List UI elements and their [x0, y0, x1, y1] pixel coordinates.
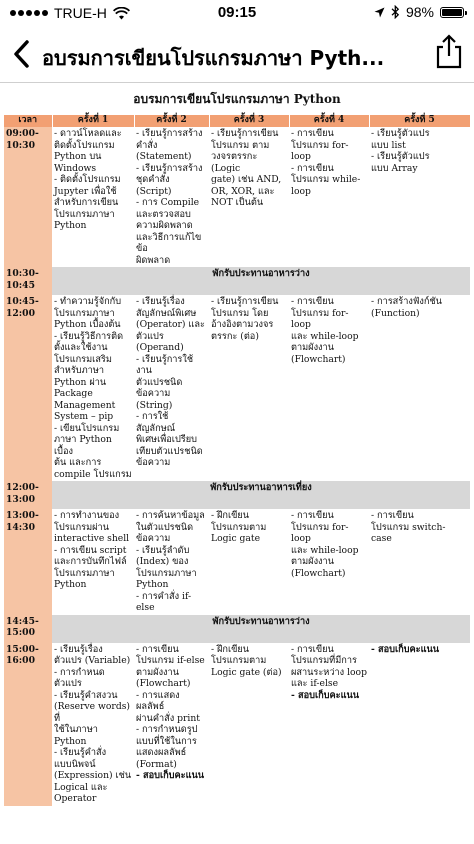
session-5-cell — [369, 295, 470, 481]
cell-text: (Reserve words) ที่ — [54, 701, 130, 724]
cell-text: - เรียนรู้ลำดับ — [136, 544, 190, 556]
time-text: 10:45 — [6, 279, 35, 291]
cell-text: - การเขียน — [291, 296, 334, 307]
break-row — [4, 481, 470, 509]
time-cell — [4, 295, 52, 481]
cell-text: - เรียนรู้วิธีการติด — [54, 330, 124, 342]
cell-text: ตัวแปรชนิด — [136, 376, 183, 388]
session-4-cell — [289, 127, 369, 267]
cell-text: โปรแกรมตาม — [211, 655, 267, 666]
session-4-cell — [289, 643, 369, 806]
cell-text: - ฝึกเขียน — [211, 643, 250, 655]
cell-text: - เขียนโปรแกรม — [54, 422, 120, 434]
cell-text: - เรียนรู้การสร้าง — [136, 128, 203, 139]
time-text: 16:00 — [6, 655, 35, 666]
cell-text: - การเขียน — [291, 643, 334, 655]
cell-text: โปรแกรม ตาม — [211, 139, 270, 151]
cell-text: แบบ Array — [371, 162, 418, 174]
table-row — [4, 295, 470, 481]
cell-text: และ while-loop — [291, 330, 359, 342]
cell-text: ข้อความ (String) — [136, 388, 173, 411]
time-cell — [4, 267, 52, 295]
cell-text: Operator — [54, 793, 97, 804]
time-text: 15:00- — [6, 643, 39, 655]
exam-note: - สอบเก็บคะแนน — [136, 770, 205, 781]
cell-text: แบบนิพจน์ — [54, 758, 96, 770]
cell-text: Python บน — [54, 151, 102, 162]
cell-text: - เรียนรู้การสร้าง — [136, 162, 203, 174]
cell-text: โปรแกรม if-else — [136, 655, 205, 666]
cell-text: compile โปรแกรม — [54, 468, 132, 480]
cell-text: ความผิดพลาด — [136, 220, 193, 231]
cell-text: - เรียนรู้การเขียน — [211, 128, 279, 139]
cell-text: - ดาวน์โหลดและ — [54, 128, 122, 139]
chevron-left-icon — [8, 38, 36, 70]
exam-note: - สอบเก็บคะแนน — [291, 689, 360, 701]
cell-text: และ if-else — [291, 678, 339, 689]
cell-text: คำสั่ง (Statement) — [136, 139, 192, 162]
header-session-2: ครั้งที่ 2 — [134, 115, 209, 127]
time-cell — [4, 127, 52, 267]
header-session-1: ครั้งที่ 1 — [52, 115, 134, 127]
cell-text: เทียบตัวแปรชนิด — [136, 445, 203, 457]
cell-text: ผิดพลาด — [136, 254, 171, 266]
schedule-body — [4, 127, 470, 806]
session-4-cell — [289, 295, 369, 481]
exam-note: - สอบเก็บคะแนน — [371, 643, 440, 655]
time-text: 14:45- — [6, 615, 39, 627]
cell-text: gate) เช่น AND, — [211, 174, 282, 185]
cell-text: - การเขียน — [291, 162, 334, 174]
cell-text: - การคำสั่ง if-else — [136, 590, 192, 613]
cell-text: สัญลักษณ์พิเศษ — [136, 307, 197, 319]
navigation-bar — [0, 30, 474, 83]
cell-text: ตามผังงาน — [136, 666, 179, 678]
cell-text: - การค้นหาข้อมูล — [136, 510, 205, 521]
cell-text: โปรแกรม โดย — [211, 307, 269, 319]
cell-text: - เรียนรู้คำสั่ง — [54, 747, 107, 758]
cell-text: OR, XOR, และ — [211, 185, 275, 197]
cell-text: โปรแกรม for-loop — [291, 521, 349, 544]
session-2-cell — [134, 127, 209, 267]
cell-text: - เรียนรู้คำสงวน — [54, 689, 118, 701]
cell-text: - การทำงานของ — [54, 510, 120, 521]
cell-text: อ้างอิงตามวงจร — [211, 319, 274, 330]
cell-text: ผสานระหว่าง loop — [291, 666, 367, 678]
time-text: 10:30- — [6, 268, 39, 279]
break-cell: พักรับประทานอาหารเที่ยง — [52, 481, 470, 509]
session-5-cell — [369, 509, 470, 615]
cell-text: โปรแกรม switch- — [371, 521, 446, 533]
cell-text: ผ่านคำสั่ง print — [136, 712, 200, 724]
session-2-cell — [134, 643, 209, 806]
cell-text: และตรวจสอบ — [136, 208, 191, 220]
cell-text: สำหรับภาษา — [54, 365, 105, 376]
session-1-cell — [52, 127, 134, 267]
document-title: อบรมการเขียนโปรแกรมภาษา Python — [133, 92, 341, 106]
status-bar — [0, 0, 474, 28]
cell-text: - เรียนรู้เรื่อง — [136, 296, 185, 307]
cell-text: - การใช้สัญลักษณ์ — [136, 411, 176, 434]
session-1-cell — [52, 509, 134, 615]
cell-text: ติดตั้งโปรแกรม — [54, 139, 115, 151]
cell-text: โปรแกรมตาม — [211, 521, 267, 533]
cell-text: - การกำหนดรูป — [136, 724, 198, 735]
cell-text: NOT เป็นต้น — [211, 197, 264, 208]
cell-text: interactive shell — [54, 533, 130, 544]
cell-text: ชุดคำสั่ง (Script) — [136, 174, 172, 197]
cell-text: โปรแกรมเสริม — [54, 353, 112, 365]
break-cell: พักรับประทานอาหารว่าง — [52, 615, 470, 643]
table-row — [4, 643, 470, 806]
cell-text: - การเขียน — [291, 510, 334, 521]
cell-text: Python เบื้องต้น — [54, 319, 121, 330]
cell-text: - เรียนรู้การเขียน — [211, 296, 279, 307]
cell-text: ข้อความ — [136, 533, 171, 544]
header-session-4: ครั้งที่ 4 — [289, 115, 369, 127]
cell-text: พิเศษเพื่อเปรียบ — [136, 434, 197, 445]
cell-text: โปรแกรมภาษา — [54, 307, 115, 319]
cell-text: - ฝึกเขียน — [211, 510, 250, 521]
session-3-cell — [209, 127, 289, 267]
cell-text: ในตัวแปรชนิด — [136, 521, 194, 533]
cell-text: - การแสดงผลลัพธ์ — [136, 689, 180, 712]
cell-text: (Index) ของ — [136, 556, 189, 567]
session-5-cell — [369, 643, 470, 806]
share-icon — [434, 34, 464, 70]
time-cell — [4, 481, 52, 509]
header-time: เวลา — [4, 115, 52, 127]
cell-text: โปรแกรมภาษา — [136, 567, 197, 579]
cell-text: Jupyter เพื่อใช้ — [54, 185, 117, 197]
cell-text: (Expression) เช่น — [54, 770, 132, 781]
header-session-3: ครั้งที่ 3 — [209, 115, 289, 127]
battery-icon — [440, 7, 464, 18]
cell-text: สำหรับการเขียน — [54, 197, 119, 208]
time-text: 15:00 — [6, 627, 35, 638]
cell-text: (Flowchart) — [291, 353, 346, 365]
cell-text: Management — [54, 399, 116, 411]
cell-text: Python — [54, 220, 87, 231]
time-text: 13:00- — [6, 510, 39, 521]
cell-text: (Format) — [136, 758, 177, 770]
session-1-cell — [52, 643, 134, 806]
schedule-table — [4, 115, 471, 806]
cell-text: - การเขียน script — [54, 544, 127, 556]
cell-text: - ทำความรู้จักกับ — [54, 296, 122, 307]
cell-text: case — [371, 533, 392, 544]
clock: 09:15 — [217, 4, 257, 21]
battery-percent: 98% — [405, 4, 434, 20]
cell-text: (Flowchart) — [291, 567, 346, 579]
cell-text: Logical และ — [54, 781, 108, 793]
cell-text: ตามผังงาน — [291, 342, 334, 353]
bluetooth-icon — [391, 5, 400, 19]
cell-text: - การเขียน — [291, 128, 334, 139]
back-button[interactable] — [8, 38, 36, 70]
cell-text: Logic gate — [211, 533, 261, 544]
table-row — [4, 127, 470, 267]
cell-text: loop — [291, 185, 311, 197]
cell-text: แบบ list — [371, 139, 406, 151]
cell-text: Package — [54, 388, 93, 399]
cell-text: โปรแกรมที่มีการ — [291, 655, 357, 666]
time-text: 12:00 — [6, 307, 35, 319]
cell-text: โปรแกรมภาษา — [54, 208, 115, 220]
cell-text: โปรแกรม for-loop — [291, 307, 349, 330]
cell-text: - เรียนรู้การใช้งาน — [136, 353, 194, 376]
cell-text: โปรแกรมผ่าน — [54, 521, 109, 533]
cell-text: ภาษา Python เบื้อง — [54, 434, 112, 457]
cell-text: โปรแกรม while- — [291, 174, 361, 185]
cell-text: ตัวแปร — [54, 678, 82, 689]
cell-text: - การ Compile — [136, 197, 200, 208]
time-text: 12:00- — [6, 482, 39, 493]
header-session-5: ครั้งที่ 5 — [369, 115, 470, 127]
break-row — [4, 615, 470, 643]
session-2-cell — [134, 295, 209, 481]
cell-text: และวิธีการแก้ไขข้อ — [136, 231, 202, 254]
cell-text: (Flowchart) — [136, 678, 191, 689]
cell-text: - การเขียน — [371, 510, 414, 521]
cell-text: และ while-loop — [291, 544, 359, 556]
cell-text: - เรียนรู้ตัวแปร — [371, 128, 430, 139]
cell-text: - การสร้างฟังก์ชัน — [371, 296, 442, 307]
cell-text: Python — [136, 579, 169, 590]
time-cell — [4, 643, 52, 806]
cell-text: โปรแกรมภาษา — [54, 567, 115, 579]
cell-text: Python ผ่าน — [54, 376, 107, 388]
time-text: 14:30 — [6, 521, 35, 533]
carrier-label: TRUE-H — [54, 5, 107, 21]
cell-text: วงจรตรรกะ (Logic — [211, 151, 258, 174]
cell-text: - ติดตั้งโปรแกรม — [54, 174, 121, 185]
cell-text: แสดงผลลัพธ์ — [136, 747, 187, 758]
cell-text: ตามผังงาน — [291, 556, 334, 567]
cell-text: ต้น และการ — [54, 457, 102, 468]
time-text: 13:00 — [6, 493, 35, 505]
cell-text: ตั้งและใช้งาน — [54, 342, 108, 353]
session-3-cell — [209, 509, 289, 615]
cell-text: (Operator) และ — [136, 319, 205, 330]
cell-text: โปรแกรม for-loop — [291, 139, 349, 162]
time-text: 10:45- — [6, 296, 39, 307]
cell-text: - เรียนรู้ตัวแปร — [371, 151, 430, 162]
cell-text: Logic gate (ต่อ) — [211, 666, 282, 678]
session-4-cell — [289, 509, 369, 615]
cell-text: ข้อความ — [136, 457, 171, 468]
cell-text: Python — [54, 735, 87, 747]
cell-text: - การเขียน — [136, 643, 179, 655]
cell-text: - การกำหนด — [54, 666, 105, 678]
session-3-cell — [209, 295, 289, 481]
time-text: 09:00- — [6, 128, 39, 139]
cell-text: ตัวแปร (Operand) — [136, 330, 184, 353]
location-icon — [374, 7, 385, 18]
cell-text: และการบันทึกไฟล์ — [54, 556, 127, 567]
session-3-cell — [209, 643, 289, 806]
time-text: 10:30 — [6, 139, 35, 151]
cell-text: ใช้ในภาษา — [54, 724, 98, 735]
cell-text: Windows — [54, 162, 97, 174]
table-header-row — [4, 115, 470, 127]
page-title: อบรมการเขียนโปรแกรมภาษา Pyth... — [42, 46, 385, 70]
share-button[interactable] — [434, 34, 464, 70]
cell-text: Python — [54, 579, 87, 590]
time-cell — [4, 509, 52, 615]
status-right — [374, 4, 464, 20]
break-cell: พักรับประทานอาหารว่าง — [52, 267, 470, 295]
time-cell — [4, 615, 52, 643]
cell-text: (Function) — [371, 307, 420, 319]
session-5-cell — [369, 127, 470, 267]
session-2-cell — [134, 509, 209, 615]
cell-text: System – pip — [54, 411, 114, 422]
session-1-cell — [52, 295, 134, 481]
cell-text: ตัวแปร (Variable) — [54, 655, 131, 666]
cell-text: - เรียนรู้เรื่อง — [54, 643, 103, 655]
table-row — [4, 509, 470, 615]
cell-text: แบบที่ใช้ในการ — [136, 735, 197, 747]
break-row — [4, 267, 470, 295]
cell-text: ตรรกะ (ต่อ) — [211, 330, 259, 342]
